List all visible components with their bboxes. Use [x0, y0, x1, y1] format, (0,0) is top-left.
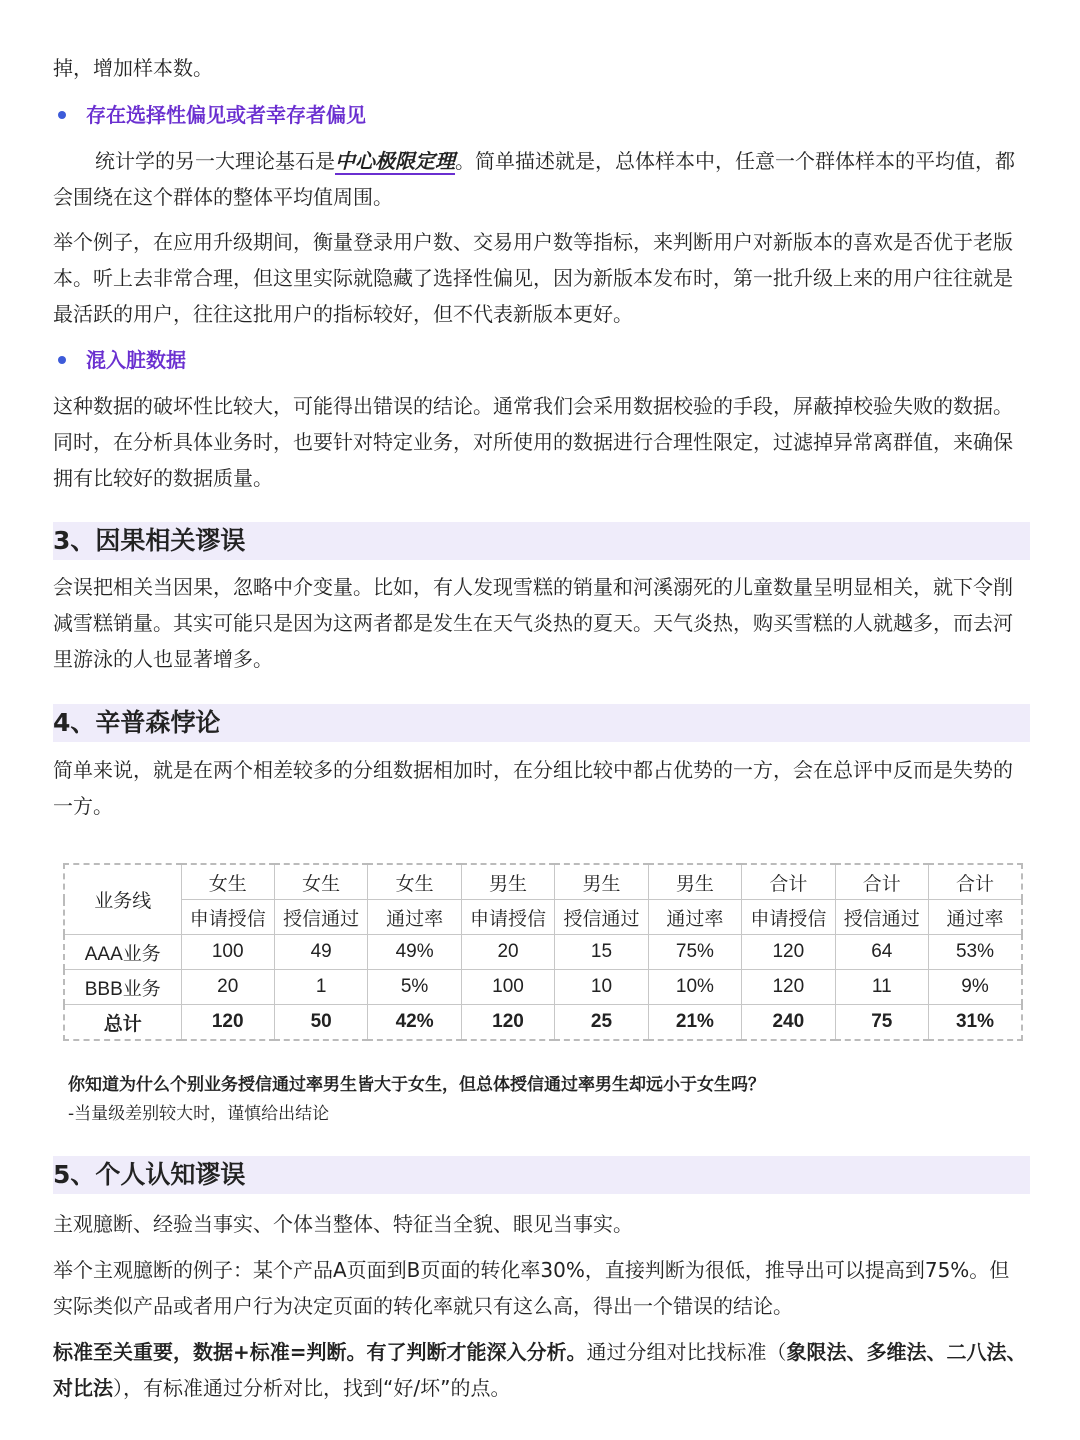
table-sub-header: 授信通过 [835, 900, 928, 935]
bullet-label: 混入脏数据 [86, 348, 186, 372]
table-group-header: 女生 [181, 864, 274, 900]
table-cell: 31% [929, 1005, 1023, 1041]
table-sub-header: 通过率 [368, 900, 461, 935]
table-cell: 49 [274, 935, 367, 970]
table-cell: 10 [555, 970, 648, 1005]
table-cell: 100 [181, 935, 274, 970]
paragraph-causal: 会误把相关当因果，忽略中介变量。比如，有人发现雪糕的销量和河溪溺死的儿童数量呈明显相关，就下令削减雪糕销量。其实可能只是因为这两者都是发生在天气炎热的夏天。天气炎热，购买雪糕的人就越多，而去河里游泳的人也显著增多。 [53, 575, 1013, 671]
table-answer: -当量级差别较大时，谨慎给出结论 [68, 1104, 330, 1124]
table-cell: 75 [835, 1005, 928, 1041]
table-group-header: 合计 [929, 864, 1023, 900]
table-cell: 120 [181, 1005, 274, 1041]
table-sub-header: 通过率 [929, 900, 1023, 935]
simpson-table [63, 863, 1023, 1041]
table-corner-cell: 业务线 [64, 864, 181, 935]
heading-text: 5、个人认知谬误 [53, 1160, 246, 1189]
table-row [64, 935, 1022, 970]
table-cell: 5% [368, 970, 461, 1005]
section-heading-4 [53, 704, 1030, 742]
section-heading-5 [53, 1156, 1030, 1194]
table-row-label: AAA业务 [64, 935, 181, 970]
table-cell: 75% [648, 935, 741, 970]
table-cell: 20 [461, 935, 554, 970]
table-cell: 53% [929, 935, 1023, 970]
bullet-dot-icon [58, 356, 66, 364]
table-cell: 120 [742, 935, 835, 970]
table-header-row [64, 864, 1022, 900]
paragraph-cognitive: 主观臆断、经验当事实、个体当整体、特征当全貌、眼见当事实。 [53, 1212, 633, 1236]
table-cell: 21% [648, 1005, 741, 1041]
paragraph-standard: 标准至关重要，数据+标准=判断。有了判断才能深入分析。通过分组对比找标准（象限法、多维法、二八法、对比法），有标准通过分析对比，找到“好/坏”的点。 [53, 1340, 1027, 1400]
table-sub-header: 申请授信 [181, 900, 274, 935]
paragraph-continued: 掉，增加样本数。 [53, 56, 213, 80]
paragraph-dirty-data: 这种数据的破坏性比较大，可能得出错误的结论。通常我们会采用数据校验的手段，屏蔽掉校验失败的数据。同时，在分析具体业务时，也要针对特定业务，对所使用的数据进行合理性限定，过滤掉异常离群值，来确保拥有比较好的数据质量。 [53, 394, 1013, 490]
table-cell: 42% [368, 1005, 461, 1041]
table-subheader-row [64, 900, 1022, 935]
table-row [64, 970, 1022, 1005]
table-cell: 49% [368, 935, 461, 970]
table-question: 你知道为什么个别业务授信通过率男生皆大于女生，但总体授信通过率男生却远小于女生吗？ [68, 1075, 765, 1095]
table-group-header: 男生 [648, 864, 741, 900]
bullet-dot-icon [58, 111, 66, 119]
table-cell: 120 [461, 1005, 554, 1041]
table-cell: 240 [742, 1005, 835, 1041]
table-cell: 1 [274, 970, 367, 1005]
bullet-label: 存在选择性偏见或者幸存者偏见 [86, 103, 366, 127]
table-sub-header: 申请授信 [461, 900, 554, 935]
paragraph-simpson: 简单来说，就是在两个相差较多的分组数据相加时，在分组比较中都占优势的一方，会在总评中反而是失势的一方。 [53, 758, 1013, 818]
table-group-header: 男生 [461, 864, 554, 900]
table-cell: 25 [555, 1005, 648, 1041]
bullet-dirty-data [58, 344, 186, 376]
paragraph-central-limit: 统计学的另一大理论基石是中心极限定理。简单描述就是，总体样本中，任意一个群体样本的平均值，都会围绕在这个群体的整体平均值周围。 [53, 149, 1015, 209]
table-cell: 20 [181, 970, 274, 1005]
table-cell: 64 [835, 935, 928, 970]
table-sub-header: 授信通过 [274, 900, 367, 935]
table-sub-header: 申请授信 [742, 900, 835, 935]
table-sub-header: 通过率 [648, 900, 741, 935]
table-cell: 9% [929, 970, 1023, 1005]
table-group-header: 男生 [555, 864, 648, 900]
table-cell: 120 [742, 970, 835, 1005]
table-cell: 100 [461, 970, 554, 1005]
table-group-header: 合计 [835, 864, 928, 900]
table-row-label: BBB业务 [64, 970, 181, 1005]
table-total-row [64, 1005, 1022, 1041]
table-sub-header: 授信通过 [555, 900, 648, 935]
table-group-header: 女生 [368, 864, 461, 900]
paragraph-example-upgrade: 举个例子，在应用升级期间，衡量登录用户数、交易用户数等指标，来判断用户对新版本的喜欢是否优于老版本。听上去非常合理，但这里实际就隐藏了选择性偏见，因为新版本发布时，第一批升级上来的用户往往就是最活跃的用户，往往这批用户的指标较好，但不代表新版本更好。 [53, 230, 1013, 326]
table-group-header: 女生 [274, 864, 367, 900]
table-row-label: 总计 [64, 1005, 181, 1041]
paragraph-cognitive-example: 举个主观臆断的例子：某个产品A页面到B页面的转化率30%，直接判断为很低，推导出可以提高到75%。但实际类似产品或者用户行为决定页面的转化率就只有这么高，得出一个错误的结论。 [53, 1258, 1010, 1318]
table-group-header: 合计 [742, 864, 835, 900]
table-cell: 10% [648, 970, 741, 1005]
table-cell: 15 [555, 935, 648, 970]
table-cell: 50 [274, 1005, 367, 1041]
bullet-selection-bias [58, 99, 366, 131]
heading-text: 3、因果相关谬误 [53, 526, 246, 555]
heading-text: 4、辛普森悖论 [53, 708, 221, 737]
table-cell: 11 [835, 970, 928, 1005]
term-central-limit-theorem[interactable]: 中心极限定理 [335, 149, 455, 173]
section-heading-3 [53, 522, 1030, 560]
